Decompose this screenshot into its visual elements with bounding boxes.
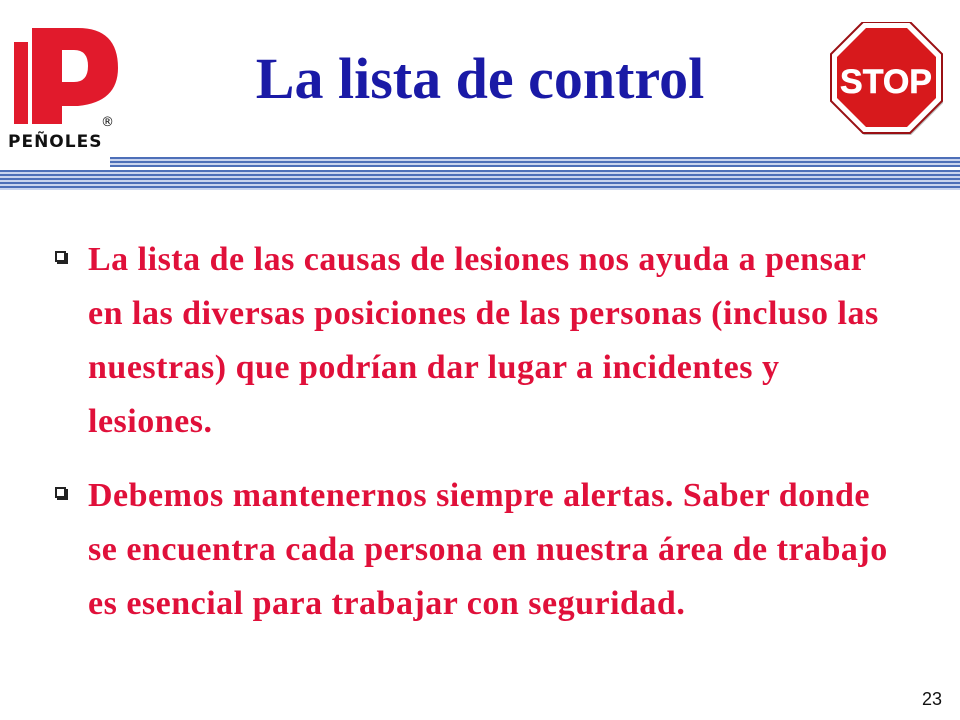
header-rule-bottom (0, 170, 960, 190)
registered-mark: ® (101, 115, 114, 130)
stop-sign-text: STOP (840, 63, 932, 101)
stop-sign-icon (830, 22, 945, 137)
page-number: 23 (921, 689, 942, 709)
bullet-item (50, 469, 890, 631)
bullet-text: La lista de las causas de lesiones nos ayuda a pensar en las diversas posiciones de las personas (incluso las nuestras) que podrían dar lugar a incidentes y lesiones. (88, 241, 879, 440)
header-rule-top (110, 157, 960, 167)
checkbox-bullet-icon (55, 487, 66, 498)
logo-wordmark: PEÑOLES (8, 132, 103, 152)
page-title: La lista de control (255, 46, 705, 111)
bullet-list (50, 233, 890, 651)
bullet-item (50, 233, 890, 449)
bullet-text: Debemos mantenernos siempre alertas. Saber donde se encuentra cada persona en nuestra área de trabajo es esencial para trabajar con seguridad. (88, 477, 888, 622)
checkbox-bullet-icon (55, 251, 66, 262)
